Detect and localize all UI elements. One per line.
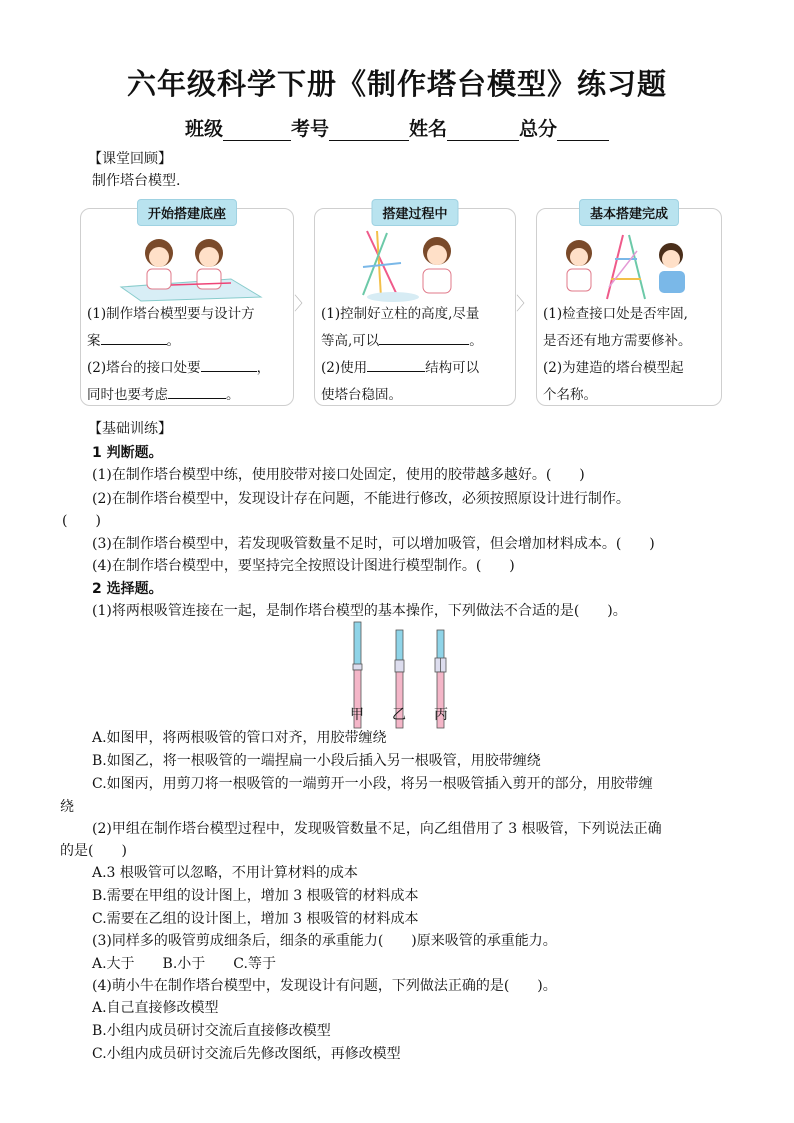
figure-label-jia: 甲 <box>350 707 364 723</box>
arrow-right-icon: 〉 <box>294 294 312 315</box>
finished-tower-illustration <box>537 227 721 303</box>
review-intro: 制作塔台模型. <box>92 173 181 189</box>
answer-blank[interactable] <box>201 357 257 372</box>
answer-blank[interactable] <box>168 384 226 399</box>
choice-question-3: (3)同样多的吸管剪成细条后，细条的承重能力( )原来吸管的承重能力。 <box>92 933 557 949</box>
judge-question-3: (3)在制作塔台模型中，若发现吸管数量不足时，可以增加吸管，但会增加材料成本。( ) <box>92 536 655 552</box>
score-label: 总分 <box>519 118 558 140</box>
review-card-complete <box>536 208 722 406</box>
choice-4-option-b: B.小组内成员研讨交流后直接修改模型 <box>92 1023 331 1039</box>
exam-number-blank[interactable] <box>329 122 409 141</box>
basic-training-heading: 【基础训练】 <box>88 421 172 437</box>
card-line: (1)制作塔台模型要与设计方 <box>87 306 255 322</box>
arrow-right-icon: 〉 <box>516 294 534 315</box>
card-text <box>321 301 511 409</box>
card-heading: 搭建过程中 <box>371 199 458 226</box>
card-text <box>543 301 717 409</box>
choice-question-2: (2)甲组在制作塔台模型过程中，发现吸管数量不足，向乙组借用了 3 根吸管，下列说法正确 <box>92 821 662 837</box>
choice-2-option-a: A.3 根吸管可以忽略，不用计算材料的成本 <box>92 865 358 881</box>
choice-1-option-a: A.如图甲，将两根吸管的管口对齐，用胶带缠绕 <box>92 730 387 746</box>
choice-question-2-cont: 的是( ) <box>60 843 127 859</box>
card-line: (2)塔台的接口处要 ， <box>87 355 289 382</box>
choice-2-option-c: C.需要在乙组的设计图上，增加 3 根吸管的材料成本 <box>92 911 419 927</box>
page-title: 六年级科学下册《制作塔台模型》练习题 <box>126 67 667 101</box>
name-label: 姓名 <box>409 118 448 140</box>
choice-section-title: 2 选择题。 <box>92 581 163 597</box>
card-heading: 开始搭建底座 <box>137 199 237 226</box>
student-info-line <box>0 114 794 141</box>
choice-question-4: (4)萌小牛在制作塔台模型中，发现设计有问题，下列做法正确的是( )。 <box>92 978 557 994</box>
card-line: (1)控制好立柱的高度,尽量 <box>321 306 480 322</box>
choice-question-1: (1)将两根吸管连接在一起，是制作塔台模型的基本操作，下列做法不合适的是( )。 <box>92 603 627 619</box>
figure-label-bing: 丙 <box>434 707 448 723</box>
card-line: 案 。 <box>87 328 289 355</box>
child-with-tower-illustration <box>315 227 515 303</box>
card-line: 个名称。 <box>543 387 597 403</box>
card-text <box>87 301 289 409</box>
judge-question-2-bracket: ( ) <box>62 513 101 529</box>
review-card-process <box>314 208 516 406</box>
class-label: 班级 <box>184 118 223 140</box>
judge-question-2: (2)在制作塔台模型中，发现设计存在问题，不能进行修改，必须按照原设计进行制作。 <box>92 491 630 507</box>
choice-1-option-c-cont: 绕 <box>60 799 74 815</box>
class-blank[interactable] <box>223 122 291 141</box>
judge-question-4: (4)在制作塔台模型中，要坚持完全按照设计图进行模型制作。( ) <box>92 558 515 574</box>
score-blank[interactable] <box>557 122 609 141</box>
choice-1-option-b: B.如图乙，将一根吸管的一端捏扁一小段后插入另一根吸管，用胶带缠绕 <box>92 753 541 769</box>
choice-2-option-b: B.需要在甲组的设计图上，增加 3 根吸管的材料成本 <box>92 888 419 904</box>
card-line: (1)检查接口处是否牢固, <box>543 306 688 322</box>
choice-1-option-c: C.如图丙，用剪刀将一根吸管的一端剪开一小段，将另一根吸管插入剪开的部分，用胶带缠 <box>92 776 653 792</box>
card-heading: 基本搭建完成 <box>579 199 679 226</box>
card-line: (2)为建造的塔台模型起 <box>543 360 684 376</box>
choice-4-option-c: C.小组内成员研讨交流后先修改图纸，再修改模型 <box>92 1046 401 1062</box>
answer-blank[interactable] <box>379 330 469 345</box>
judge-question-1: (1)在制作塔台模型中练，使用胶带对接口处固定，使用的胶带越多越好。( ) <box>92 467 585 483</box>
answer-blank[interactable] <box>367 357 425 372</box>
review-heading: 【课堂回顾】 <box>88 151 172 167</box>
card-line: 同时也要考虑 。 <box>87 382 289 409</box>
card-line: 等高,可以 。 <box>321 328 511 355</box>
choice-3-options: A.大于 B.小于 C.等于 <box>92 956 276 972</box>
choice-4-option-a: A.自己直接修改模型 <box>92 1000 219 1016</box>
judge-section-title: 1 判断题。 <box>92 445 163 461</box>
card-line: 使塔台稳固。 <box>321 387 402 403</box>
children-building-illustration <box>81 227 293 303</box>
card-line: 是否还有地方需要修补。 <box>543 333 692 349</box>
name-blank[interactable] <box>447 122 519 141</box>
exam-number-label: 考号 <box>290 118 329 140</box>
review-card-base <box>80 208 294 406</box>
answer-blank[interactable] <box>101 330 167 345</box>
figure-label-yi: 乙 <box>392 707 406 723</box>
card-line: (2)使用 结构可以 <box>321 355 511 382</box>
